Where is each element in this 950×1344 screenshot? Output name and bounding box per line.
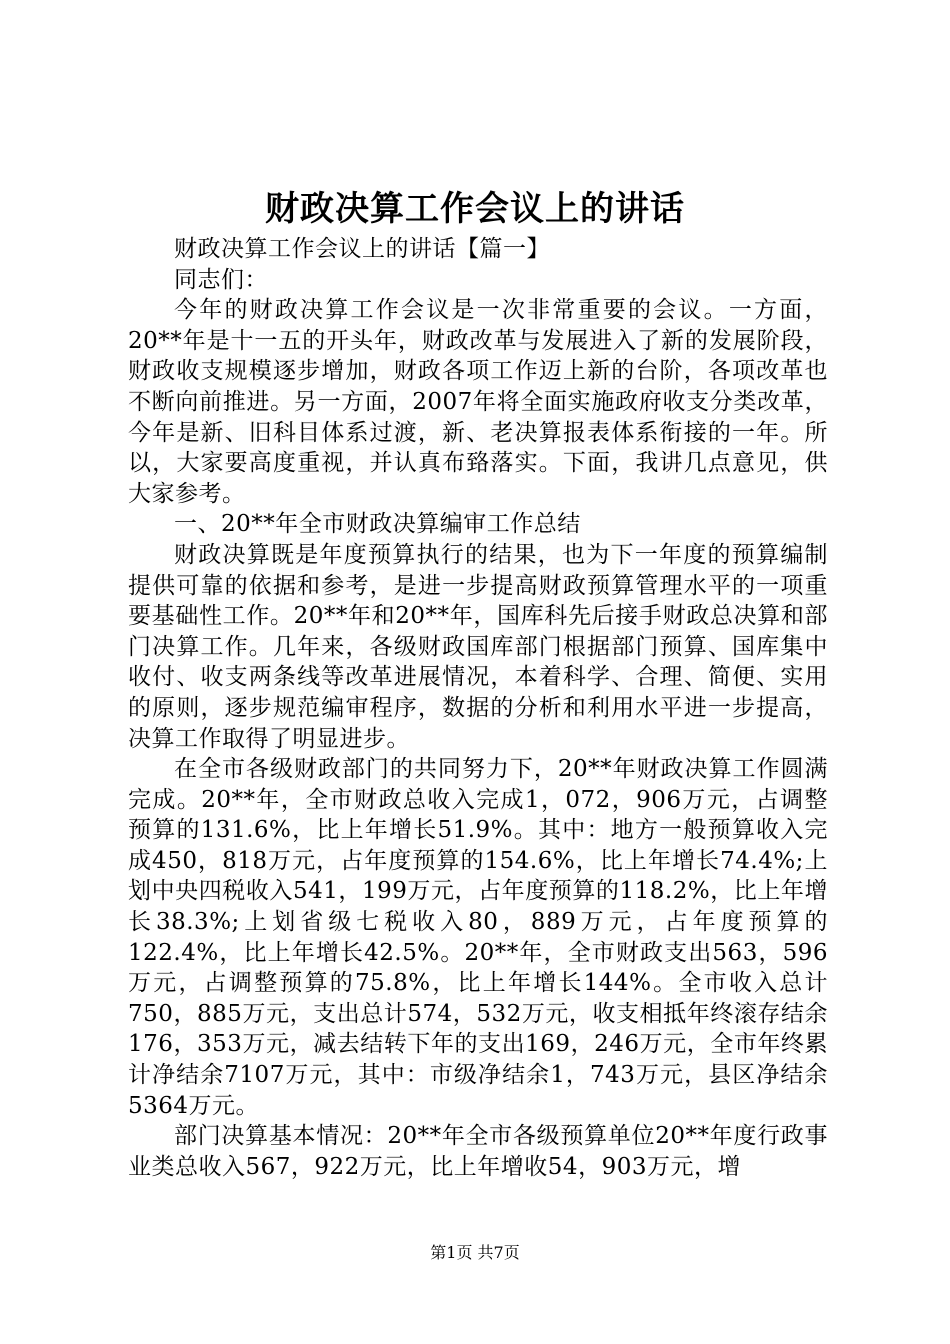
paragraph: 今年的财政决算工作会议是一次非常重要的会议。一方面，20**年是十一五的开头年，财政改革与发展进入了新的发展阶段，财政收支规模逐步增加，财政各项工作迈上新的台阶，各项改革也不断向前推进。另一方面，2007年将全面实施政府收支分类改革，今年是新、旧科目体系过渡，新、老决算报表体系衔接的一年。所以，大家要高度重视，并认真布臵落实。下面，我讲几点意见，供大家参考。 [128,297,828,507]
paragraph: 在全市各级财政部门的共同努力下，20**年财政决算工作圆满完成。20**年，全市财政总收入完成1，072，906万元，占调整预算的131.6%，比上年增长51.9%。其中：地方一般预算收入完成450，818万元，占年度预算的154.6%，比上年增长74.4%;上划中央四税收入541，199万元，占年度预算的118.2%，比上年增长38.3%;上划省级七税收入80，889万元，占年度预算的122.4%，比上年增长42.5%。20**年，全市财政支出563，596万元，占调整预算的75.8%，比上年增长144%。全市收入总计750，885万元，支出总计574，532万元，收支相抵年终滚存结余176，353万元，减去结转下年的支出169，246万元，全市年终累计净结余7107万元，其中：市级净结余1，743万元，县区净结余5364万元。 [128,756,828,1119]
subsection-heading: 一、20**年全市财政决算编审工作总结 [174,511,581,538]
document-title: 财政决算工作会议上的讲话 [265,189,685,229]
page-number-footer: 第1页 共7页 [430,1243,520,1262]
paragraph: 部门决算基本情况：20**年全市各级预算单位20**年度行政事业类总收入567，922万元，比上年增收54，903万元，增 [128,1123,828,1180]
document-body [128,234,828,1182]
salutation: 同志们： [174,266,268,293]
paragraph: 财政决算既是年度预算执行的结果，也为下一年度的预算编制提供可靠的依据和参考，是进一步提高财政预算管理水平的一项重要基础性工作。20**年和20**年，国库科先后接手财政总决算和部门决算工作。几年来，各级财政国库部门根据部门预算、国库集中收付、收支两条线等改革进展情况，本着科学、合理、简便、实用的原则，逐步规范编审程序，数据的分析和利用水平进一步提高，决算工作取得了明显进步。 [128,541,828,752]
section-heading: 财政决算工作会议上的讲话【篇一】 [174,236,550,262]
